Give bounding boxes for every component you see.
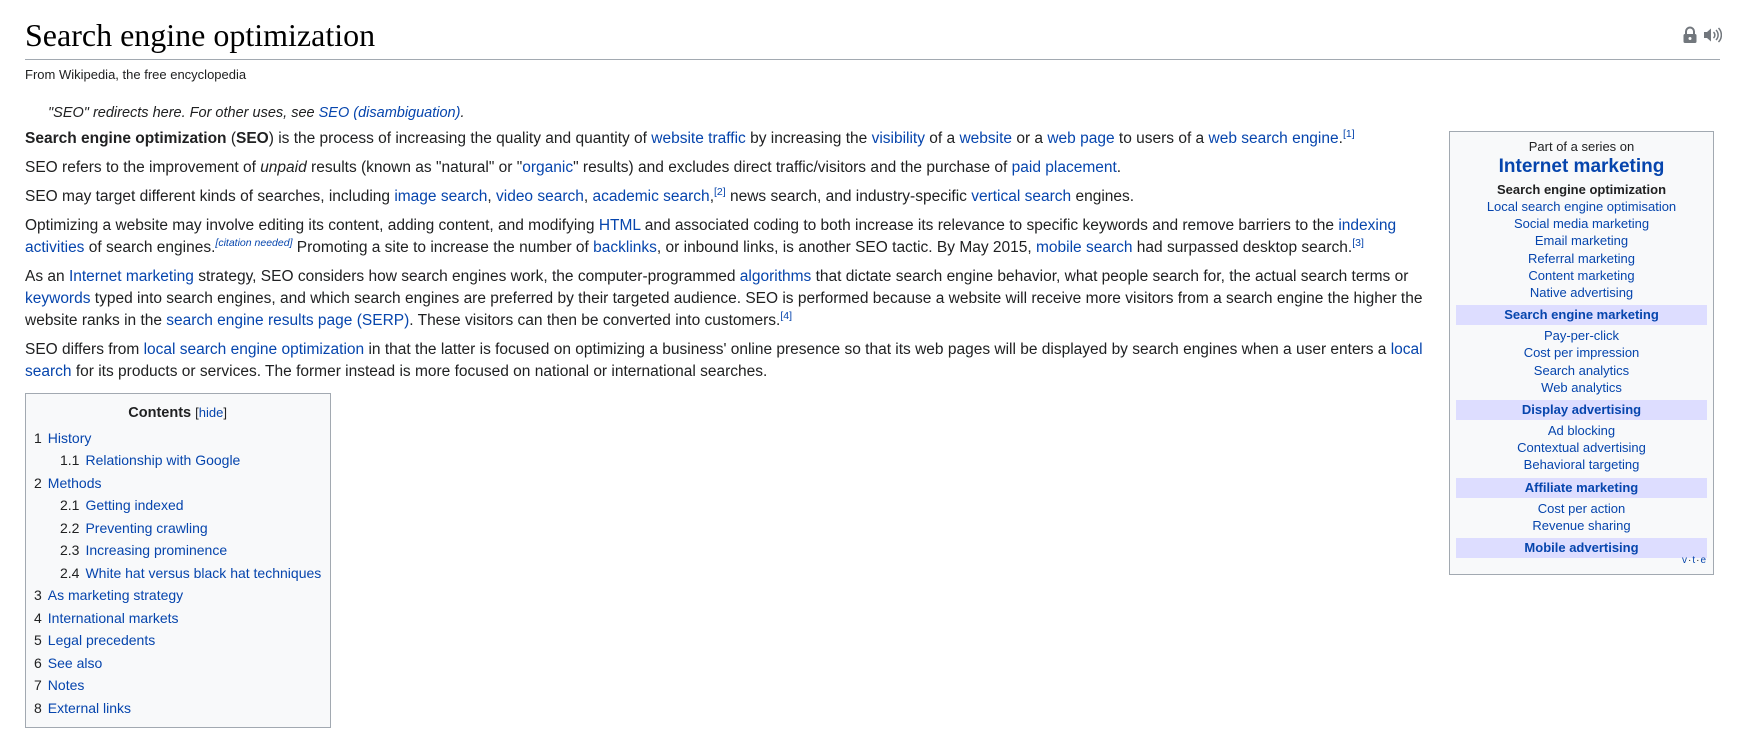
navbox-group-link[interactable]: Display advertising xyxy=(1521,402,1642,418)
toc-number: 2 xyxy=(34,474,42,491)
navbox-item xyxy=(1450,344,1713,361)
text: Promoting a site to increase the number of xyxy=(292,239,594,256)
text: of a xyxy=(924,130,960,147)
text: engines. xyxy=(1071,188,1135,205)
toc-item xyxy=(34,629,321,652)
navbox-group-heading xyxy=(1456,400,1707,420)
link-website-traffic[interactable]: website traffic xyxy=(651,130,746,147)
bold-term: Search engine optimization xyxy=(25,130,227,147)
toc-link[interactable]: Preventing crawling xyxy=(85,519,208,536)
toc-bracket: ] xyxy=(223,405,227,420)
toc-heading xyxy=(34,402,321,425)
toc-title: Contents xyxy=(128,405,192,421)
navbox-link[interactable]: Local search engine optimisation xyxy=(1486,199,1677,214)
toc-subitem xyxy=(60,449,321,472)
text: and associated coding to both increase its relevance to specific keywords and remove barriers to the xyxy=(640,217,1339,234)
navbox-link[interactable]: Social media marketing xyxy=(1513,216,1650,232)
toc-item xyxy=(34,472,321,585)
navbox-item xyxy=(1450,500,1713,517)
navbox-group-link[interactable]: Affiliate marketing xyxy=(1524,479,1639,495)
toc-subitem xyxy=(60,562,321,585)
link-backlinks[interactable]: backlinks xyxy=(593,239,657,256)
toc-number: 3 xyxy=(34,587,42,603)
text: SEO differs from xyxy=(25,341,144,358)
toc-hide-link[interactable]: hide xyxy=(198,405,224,420)
hatnote-text-end: . xyxy=(460,105,465,121)
link-web-search-engine[interactable]: web search engine xyxy=(1208,130,1339,147)
navbox-link[interactable]: Web analytics xyxy=(1541,379,1622,395)
navbox-item xyxy=(1450,327,1713,344)
toc-list xyxy=(34,427,321,720)
navbox-item xyxy=(1450,284,1713,301)
navbox-link[interactable]: Contextual advertising xyxy=(1517,440,1646,456)
text: , xyxy=(709,188,714,205)
toc-subitem xyxy=(60,539,321,562)
toc-bracket: [ xyxy=(195,405,199,420)
navbox-link[interactable]: Referral marketing xyxy=(1528,250,1635,266)
sidebar-navbox xyxy=(1449,131,1714,575)
reference-link[interactable]: [3] xyxy=(1352,236,1364,249)
link-algorithms[interactable]: algorithms xyxy=(739,268,812,285)
paragraph-4 xyxy=(25,215,1432,259)
text: SEO refers to the improvement of xyxy=(25,159,261,176)
text: ( xyxy=(226,130,236,147)
bold-term: SEO xyxy=(236,130,269,147)
lock-icon[interactable] xyxy=(1682,26,1698,49)
toc-link[interactable]: Methods xyxy=(47,474,102,491)
navbox-item xyxy=(1450,517,1713,534)
text: . xyxy=(1338,130,1343,147)
link-local-seo[interactable]: local search engine optimization xyxy=(143,341,365,358)
toc-link[interactable]: Getting indexed xyxy=(85,497,184,513)
link-keywords[interactable]: keywords xyxy=(25,290,91,307)
text: " results) and excludes direct traffic/visitors and the purchase of xyxy=(573,159,1012,176)
link-internet-marketing[interactable]: Internet marketing xyxy=(68,268,194,285)
paragraph-3 xyxy=(25,186,1432,208)
edit-template-link[interactable]: e xyxy=(1700,555,1707,566)
toc-number: 2.1 xyxy=(60,497,80,513)
talk-template-link[interactable]: t xyxy=(1692,555,1697,566)
navbox-item xyxy=(1450,250,1713,267)
toc-link[interactable]: Legal precedents xyxy=(47,632,156,648)
link-mobile-search[interactable]: mobile search xyxy=(1036,239,1133,256)
navbox-item xyxy=(1450,232,1713,249)
navbox-groups xyxy=(1450,305,1713,558)
toc-number: 2.2 xyxy=(60,519,80,536)
link-organic[interactable]: organic xyxy=(522,159,574,176)
link-website[interactable]: website xyxy=(959,130,1013,147)
view-template-link[interactable]: v xyxy=(1681,555,1688,566)
toc-link[interactable]: See also xyxy=(47,654,103,671)
toc-item xyxy=(34,427,321,472)
navbox-top-items xyxy=(1450,198,1713,301)
navbox-title-link[interactable]: Internet marketing xyxy=(1498,156,1665,177)
toc-subitem xyxy=(60,517,321,540)
hatnote-link[interactable]: SEO (disambiguation) xyxy=(318,105,461,121)
toc-link[interactable]: History xyxy=(47,429,92,446)
navbox-link[interactable]: Behavioral targeting xyxy=(1523,457,1640,473)
text: , xyxy=(583,188,593,205)
navbox-link[interactable]: Cost per impression xyxy=(1523,345,1640,361)
emphasis: unpaid xyxy=(260,159,307,176)
link-paid-placement[interactable]: paid placement xyxy=(1011,159,1117,176)
text: results (known as "natural" or " xyxy=(306,159,523,176)
page-indicators xyxy=(1682,26,1722,49)
toc-link[interactable]: Relationship with Google xyxy=(85,452,241,468)
navbox-item xyxy=(1450,379,1713,396)
link-visibility[interactable]: visibility xyxy=(871,130,925,147)
toc-item xyxy=(34,607,321,630)
text: . These visitors can then be converted into customers. xyxy=(409,312,781,329)
toc-link[interactable]: White hat versus black hat techniques xyxy=(85,564,322,581)
text: , or inbound links, is another SEO tactic. By May 2015, xyxy=(656,239,1036,256)
link-academic-search[interactable]: academic search xyxy=(592,188,710,205)
toc-item xyxy=(34,584,321,607)
link-serp[interactable]: search engine results page (SERP) xyxy=(166,312,410,329)
navbox-item xyxy=(1450,198,1713,215)
text: that dictate search engine behavior, what people search for, the actual search terms or xyxy=(811,268,1409,285)
text: of search engines. xyxy=(84,239,216,256)
link-html[interactable]: HTML xyxy=(598,217,641,234)
citation-needed-link[interactable]: [citation needed] xyxy=(215,236,293,249)
text: by increasing the xyxy=(745,130,872,147)
toc-item xyxy=(34,652,321,675)
speaker-icon[interactable] xyxy=(1702,27,1722,48)
text: . xyxy=(1116,159,1122,176)
text: to users of a xyxy=(1114,130,1209,147)
toc-number: 7 xyxy=(34,677,42,693)
toc-number: 5 xyxy=(34,632,42,648)
navbox-item xyxy=(1450,422,1713,439)
paragraph-5 xyxy=(25,266,1432,332)
navbox-link[interactable]: Native advertising xyxy=(1529,285,1634,301)
page-title: Search engine optimization xyxy=(25,14,1720,60)
hatnote xyxy=(48,105,464,121)
paragraph-intro xyxy=(25,128,1432,150)
text: , xyxy=(487,188,496,205)
navbox-current-page: Search engine optimization xyxy=(1496,182,1667,197)
table-of-contents xyxy=(25,393,331,728)
reference-link[interactable]: [1] xyxy=(1342,127,1355,140)
text: strategy, SEO considers how search engines work, the computer-programmed xyxy=(193,268,740,285)
toc-number: 4 xyxy=(34,609,42,626)
paragraph-2 xyxy=(25,157,1432,179)
text: ) is the process of increasing the quality and quantity of xyxy=(268,130,652,147)
toc-link[interactable]: International markets xyxy=(47,609,179,626)
toc-toggle xyxy=(195,405,227,420)
toc-subitem xyxy=(60,494,321,517)
toc-sublist xyxy=(60,494,321,584)
navbox-group-heading xyxy=(1456,305,1707,325)
text: had surpassed desktop search. xyxy=(1132,239,1353,256)
text: SEO may target different kinds of searches, including xyxy=(25,188,395,205)
text: typed into search engines, and which search engines are preferred by their targeted audience. SEO is performed because a website will receive more visitors from a search engine the higher the website ranks in the xyxy=(25,290,1423,329)
navbox-link[interactable]: Content marketing xyxy=(1528,267,1635,283)
navbox-group-heading xyxy=(1456,478,1707,498)
toc-number: 2.4 xyxy=(60,564,80,581)
toc-number: 1.1 xyxy=(60,452,80,468)
link-local-search[interactable]: local search xyxy=(25,341,1423,380)
link-vertical-search[interactable]: vertical search xyxy=(971,188,1072,205)
toc-link[interactable]: Increasing prominence xyxy=(85,542,228,558)
navbox-pretitle: Part of a series on xyxy=(1528,139,1635,154)
navbox-group-link[interactable]: Search engine marketing xyxy=(1504,307,1659,323)
text: Optimizing a website may involve editing its content, adding content, and modifying xyxy=(25,217,599,234)
navbox-group-heading xyxy=(1456,538,1707,558)
navbox-link[interactable]: Email marketing xyxy=(1534,233,1629,249)
navbox-link[interactable]: Search analytics xyxy=(1533,362,1630,378)
reference-link[interactable]: [2] xyxy=(714,185,726,198)
paragraph-6 xyxy=(25,339,1432,383)
navbox-group-link[interactable]: Mobile advertising xyxy=(1524,540,1639,556)
navbox-item xyxy=(1450,456,1713,473)
link-image-search[interactable]: image search xyxy=(394,188,488,205)
reference-link[interactable]: [4] xyxy=(780,309,792,322)
toc-number: 8 xyxy=(34,699,42,716)
navbox-item xyxy=(1450,267,1713,284)
article-body xyxy=(25,128,1432,728)
navbox-link[interactable]: Revenue sharing xyxy=(1532,517,1631,533)
text: news search, and industry-specific xyxy=(725,188,972,205)
toc-link[interactable]: External links xyxy=(47,699,132,716)
vte-separator: · xyxy=(1687,555,1693,566)
toc-number: 1 xyxy=(34,429,42,446)
hatnote-text: "SEO" redirects here. For other uses, see xyxy=(48,105,319,121)
text: or a xyxy=(1012,130,1048,147)
navbox-link[interactable]: Pay-per-click xyxy=(1543,328,1620,344)
toc-number: 6 xyxy=(34,654,42,671)
toc-number: 2.3 xyxy=(60,542,80,558)
text: in that the latter is focused on optimizing a business' online presence so that its web pages will be displayed by search engines when a user enters a xyxy=(364,341,1391,358)
toc-item xyxy=(34,674,321,697)
link-indexing-activities[interactable]: indexing activities xyxy=(25,217,1397,256)
toc-link[interactable]: As marketing strategy xyxy=(47,587,184,603)
navbox-item xyxy=(1450,439,1713,456)
navbox-item xyxy=(1450,362,1713,379)
navbox-link[interactable]: Ad blocking xyxy=(1547,423,1616,439)
toc-link[interactable]: Notes xyxy=(47,677,85,693)
text: for its products or services. The former instead is more focused on national or international searches. xyxy=(71,363,768,380)
navbox-item xyxy=(1450,215,1713,232)
toc-item xyxy=(34,697,321,720)
navbox-link[interactable]: Cost per action xyxy=(1537,500,1626,516)
navbox-vte xyxy=(1682,552,1707,569)
text: As an xyxy=(25,268,69,285)
toc-sublist xyxy=(60,449,321,472)
vte-separator: · xyxy=(1696,555,1701,566)
link-video-search[interactable]: video search xyxy=(496,188,584,205)
site-tagline: From Wikipedia, the free encyclopedia xyxy=(25,67,247,82)
link-web-page[interactable]: web page xyxy=(1047,130,1115,147)
